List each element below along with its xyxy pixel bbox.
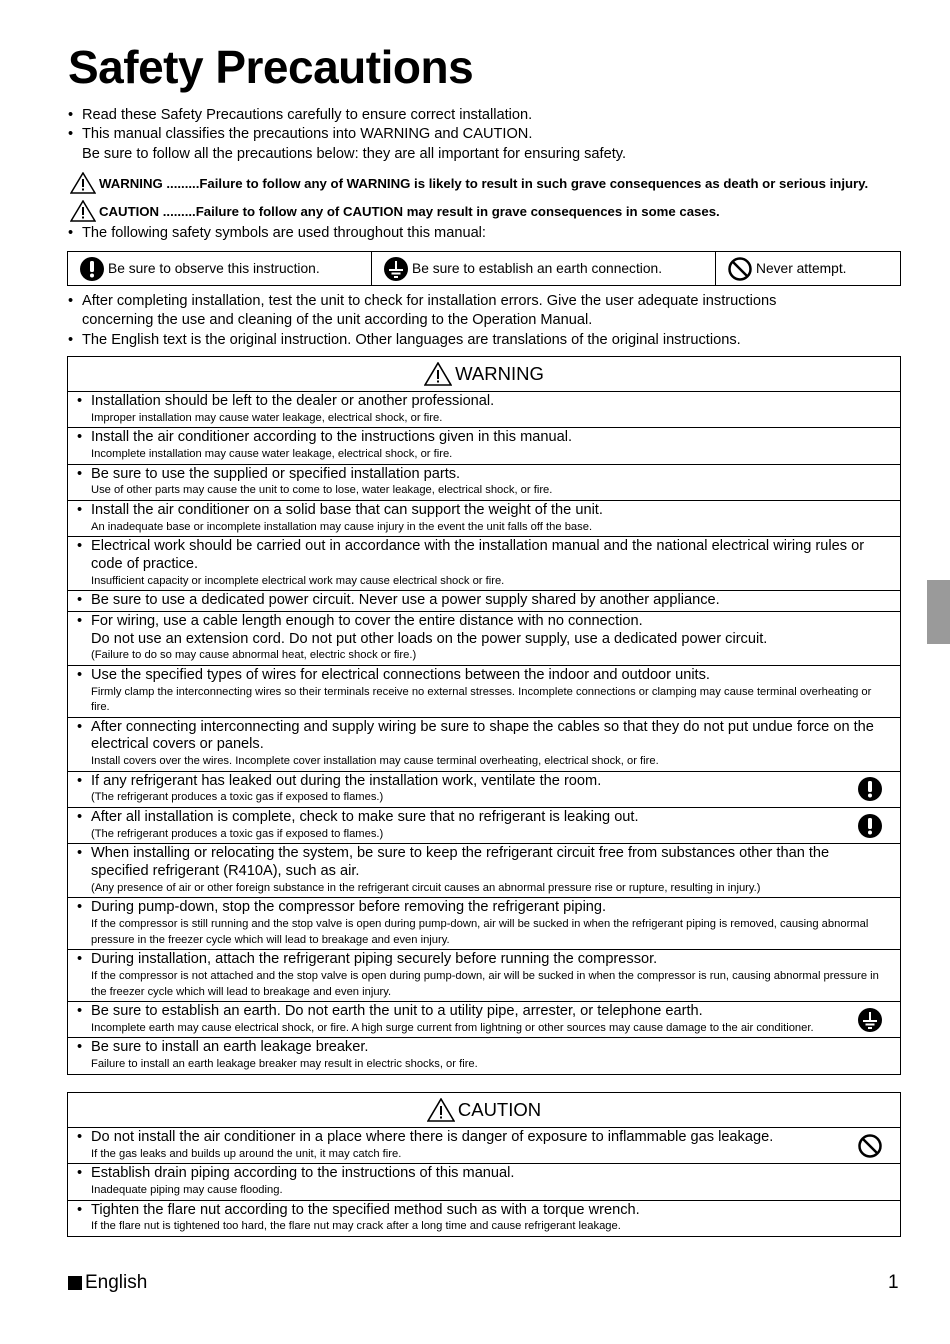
warning-item: • If any refrigerant has leaked out during the installation work, ventilate the room. (The refrigerant produces a toxic gas if exposed to flames.) [68,772,900,808]
prohibition-icon [857,1133,883,1159]
caution-box [67,1092,901,1237]
symbol-cell: Be sure to observe this instruction. [68,252,372,285]
exclamation-icon [857,813,883,839]
page-title: Safety Precautions [68,41,474,93]
warning-item: • Be sure to establish an earth. Do not earth the unit to a utility pipe, arrester, or telephone earth. Incomplete earth may cause electrical shock, or fire. A high surge current from lightning or other sources may cause damage to the air conditioner. [68,1002,900,1038]
earth-icon [857,1007,883,1033]
exclamation-icon [857,776,883,802]
warning-item: • After all installation is complete, check to make sure that no refrigerant is leaking out. (The refrigerant produces a toxic gas if exposed to flames.) [68,808,900,844]
warning-item: • During pump-down, stop the compressor before removing the refrigerant piping. If the compressor is still running and the stop valve is open during pump-down, air will be sucked in when the refrigerant piping is removed, causing abnormal pressure in the freezer cycle which will lead to breakage and even injury. [68,898,900,950]
warning-item: • Be sure to use a dedicated power circuit. Never use a power supply shared by another appliance. [68,591,900,612]
square-bullet-icon [68,1276,82,1290]
intro-bullet: • Read these Safety Precautions carefully to ensure correct installation. [68,106,908,125]
page-number: 1 [888,1272,899,1293]
after-bullet: • The English text is the original instruction. Other languages are translations of the original instructions. [68,331,908,350]
warning-triangle-icon [70,200,96,222]
intro-line: Be sure to follow all the precautions below: they are all important for ensuring safety. [82,145,627,162]
warning-item: • During installation, attach the refrigerant piping securely before running the compressor. If the compressor is not attached and the stop valve is open during pump-down, air will be sucked in when the compressor is run, causing abnormal pressure in the freezer cycle which will lead to breakage and even injury. [68,950,900,1002]
section-tab-marker [927,580,950,644]
warning-item: • Be sure to install an earth leakage breaker. Failure to install an earth leakage breaker may result in electric shocks, or fire. [68,1038,900,1073]
symbols-intro: • The following safety symbols are used throughout this manual: [68,225,486,241]
caution-item: • Tighten the flare nut according to the specified method such as with a torque wrench. If the flare nut is tightened too hard, the flare nut may crack after a long time and cause refrigerant leakage. [68,1201,900,1236]
warning-triangle-icon [70,172,96,194]
warning-item: • After connecting interconnecting and supply wiring be sure to shape the cables so that they do not put undue force on the electrical covers or panels. Install covers over the wires. Incomplete cover installation may cause terminal overheating, electrical shock, or fire. [68,718,900,772]
warning-triangle-icon [427,1098,455,1122]
warning-item: • Be sure to use the supplied or specified installation parts. Use of other parts may cause the unit to come to lose, water leakage, electrical shock, or fire. [68,465,900,501]
footer-language: English [68,1272,147,1294]
caution-definition: CAUTION .........Failure to follow any of CAUTION may result in grave consequences in some cases. [70,200,720,222]
warning-item: • Electrical work should be carried out in accordance with the installation manual and the national electrical wiring rules or code of practice. Insufficient capacity or incomplete electrical work may cause electrical shock or fire. [68,537,900,591]
warning-definition: WARNING .........Failure to follow any of WARNING is likely to result in such grave consequences as death or serious injury. [70,172,868,194]
warning-item: • For wiring, use a cable length enough to cover the entire distance with no connection. Do not use an extension cord. Do not put other loads on the power supply, use a dedicated power circuit. (Failure to do so may cause abnormal heat, electric shock or fire.) [68,612,900,666]
prohibition-icon [727,256,753,282]
warning-box [67,356,901,1075]
warning-item: • Use the specified types of wires for electrical connections between the indoor and outdoor units. Firmly clamp the interconnecting wires so their terminals receive no external stresses. Incomplete connections or clamping may cause terminal overheating or fire. [68,666,900,718]
earth-icon [383,256,409,282]
symbol-cell: Be sure to establish an earth connection. [372,252,716,285]
warning-item: • When installing or relocating the system, be sure to keep the refrigerant circuit free from substances other than the specified refrigerant (R410A), such as air. (Any presence of air or other foreign substance in the refrigerant circuit causes an abnormal pressure rise or rupture, resulting in injury.) [68,844,900,898]
intro-bullet: • This manual classifies the precautions into WARNING and CAUTION. [68,125,908,144]
warning-item: • Install the air conditioner on a solid base that can support the weight of the unit. An inadequate base or incomplete installation may cause injury in the event the unit falls off the base. [68,501,900,537]
caution-item: • Establish drain piping according to the instructions of this manual. Inadequate piping may cause flooding. [68,1164,900,1200]
after-bullet: • After completing installation, test the unit to check for installation errors. Give the user adequate instructions [68,292,908,311]
symbols-table [67,251,901,286]
caution-heading: CAUTION [68,1093,900,1128]
symbol-cell: Never attempt. [716,252,900,285]
after-section [68,292,908,350]
warning-heading: WARNING [68,357,900,392]
intro-section [68,106,908,164]
warning-triangle-icon [424,362,452,386]
warning-item: • Install the air conditioner according to the instructions given in this manual. Incomplete installation may cause water leakage, electrical shock, or fire. [68,428,900,464]
warning-item: • Installation should be left to the dealer or another professional. Improper installation may cause water leakage, electrical shock, or fire. [68,392,900,428]
caution-item: • Do not install the air conditioner in a place where there is danger of exposure to inflammable gas leakage. If the gas leaks and builds up around the unit, it may catch fire. [68,1128,900,1164]
exclamation-icon [79,256,105,282]
after-line: concerning the use and cleaning of the unit according to the Operation Manual. [82,312,593,329]
